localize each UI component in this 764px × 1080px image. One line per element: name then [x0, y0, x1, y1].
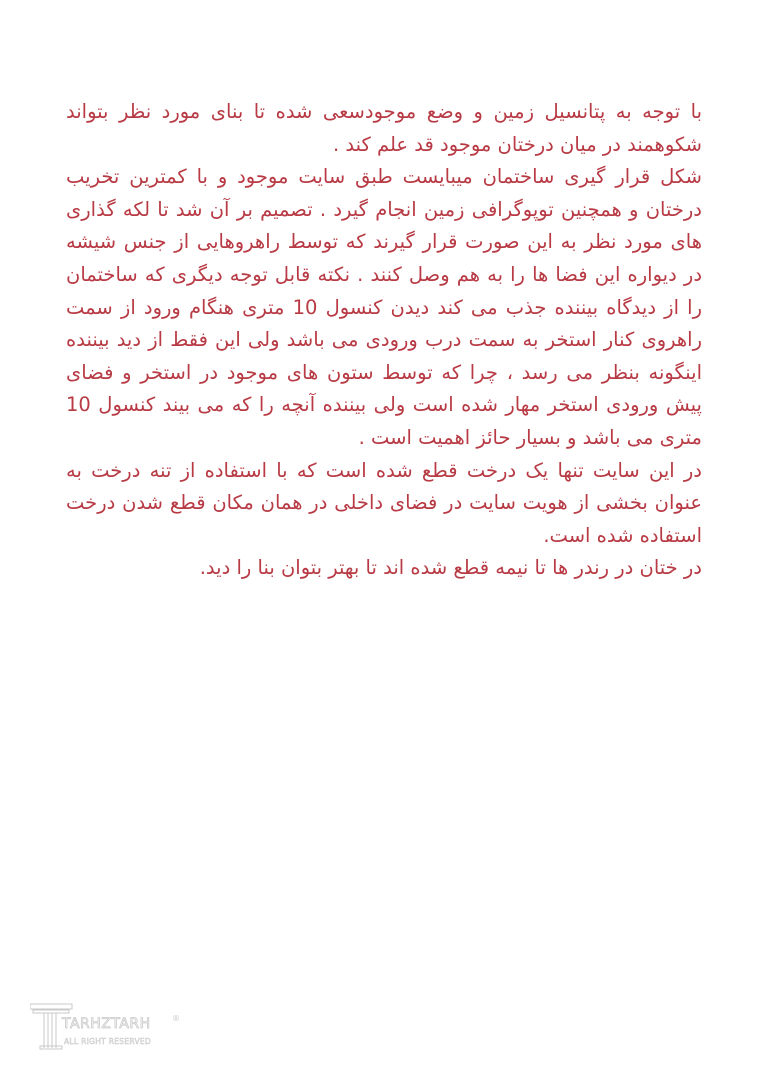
logo-wordmark: TARHZTARH	[62, 1016, 151, 1032]
logo-tagline: ALL RIGHT RESERVED	[64, 1037, 152, 1046]
paragraph-intro: با توجه به پتانسیل زمین و وضع موجودسعی شده تا بنای مورد نظر بتواند شکوهمند در میان درختان موجود قد علم کند .	[66, 100, 702, 156]
watermark-logo	[30, 1000, 190, 1052]
paragraph-building-placement: شکل قرار گیری ساختمان میبایست طبق سایت موجود و با کمترین تخریب درختان و همچنین توپوگرافی زمین انجام گیرد . تصمیم بر آن شد تا لکه گذاری های مورد نظر به این صورت قرار گیرند که توسط راهروهایی از جنس شیشه در دیواره این فضا ها را به هم وصل کنند . نکته قابل توجه دیگری که ساختمان را از دیدگاه بیننده جذب می کند دیدن کنسول 10 متری هنگام ورود از سمت راهروی کنار استخر به سمت درب ورودی می باشد ولی این فقط از دید بیننده اینگونه بنظر می رسد ، چرا که توسط ستون های موجود در استخر و فضای پیش ورودی استخر مهار شده است ولی بیننده آنچه را که می بیند کنسول 10 متری می باشد و بسیار حائز اهمیت است .	[66, 165, 702, 449]
paragraph-tree-cut: در این سایت تنها یک درخت قطع شده است که با استفاده از تنه درخت به عنوان بخشی از هویت سایت در فضای داخلی در همان مکان قطع شدن درخت استفاده شده است.	[66, 458, 702, 547]
paragraph-render-note: در ختان در رندر ها تا نیمه قطع شده اند تا بهتر بتوان بنا را دید.	[199, 556, 702, 580]
logo-registered-mark: ®	[172, 1014, 180, 1023]
body-text	[66, 96, 702, 585]
